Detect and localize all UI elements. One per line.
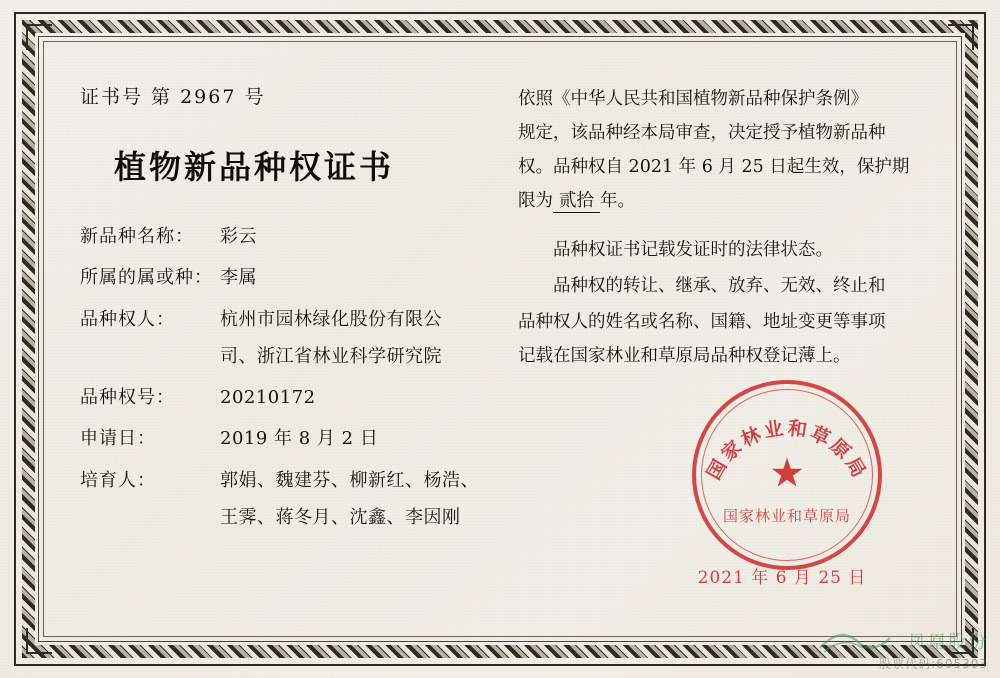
field-label: 培育人： bbox=[80, 469, 156, 491]
certificate-content bbox=[60, 60, 940, 618]
legal-line: 品种权的转让、继承、放弃、无效、终止和 bbox=[553, 275, 886, 296]
legal-paragraph-two: 品种权证书记载发证时的法律状态。 bbox=[553, 239, 833, 260]
field-value bbox=[220, 469, 510, 531]
field-value-line1: 杭州市园林绿化股份有限公 bbox=[220, 308, 442, 330]
legal-text-block bbox=[518, 82, 938, 387]
seal-outer-ring bbox=[692, 380, 882, 570]
field-list bbox=[80, 225, 510, 547]
watermark-company-name: 凤凰股份 bbox=[908, 632, 988, 654]
seal-inner-ring bbox=[701, 389, 873, 561]
field-row bbox=[80, 308, 510, 370]
field-value: 20210172 bbox=[220, 387, 316, 409]
legal-paragraph-three-cont bbox=[518, 305, 938, 373]
field-value-line1: 郭娟、魏建芬、柳新红、杨浩、 bbox=[220, 469, 479, 491]
field-row bbox=[80, 469, 510, 531]
star-icon: ★ bbox=[769, 450, 805, 497]
field-label: 申请日： bbox=[80, 428, 156, 450]
field-label: 品种权人： bbox=[80, 308, 175, 330]
corner-ornament-top-left bbox=[26, 24, 52, 50]
legal-line: 权。品种权自 2021 年 6 月 25 日起生效，保护期 bbox=[518, 157, 910, 178]
legal-paragraph-three bbox=[518, 269, 938, 303]
legal-line: 年。 bbox=[600, 191, 635, 212]
field-value bbox=[220, 308, 510, 370]
legal-line: 品种权人的姓名或名称、国籍、地址变更等事项 bbox=[518, 311, 886, 332]
field-row bbox=[80, 266, 510, 290]
field-label: 品种权号： bbox=[80, 387, 175, 409]
field-value-line2: 司、浙江省林业科学研究院 bbox=[220, 345, 442, 367]
legal-line: 限为 bbox=[518, 191, 553, 212]
field-value: 彩云 bbox=[220, 226, 257, 247]
field-row bbox=[80, 427, 510, 451]
field-label: 新品种名称： bbox=[80, 226, 194, 247]
field-label: 所属的属或种： bbox=[80, 267, 213, 289]
watermark-stock-code: 股票代码:605303 bbox=[879, 657, 988, 671]
legal-line: 记载在国家林业和草原局品种权登记薄上。 bbox=[518, 345, 851, 366]
legal-line: 依照《中华人民共和国植物新品种保护条例》 bbox=[518, 89, 868, 109]
corner-ornament-top-right bbox=[948, 24, 974, 50]
certificate-number: 证书号 第 2967 号 bbox=[80, 86, 266, 108]
field-value-line2: 王霁、蒋冬月、沈鑫、李因刚 bbox=[220, 507, 461, 529]
official-seal bbox=[692, 380, 882, 570]
legal-line: 规定，该品种经本局审查，决定授予植物新品种 bbox=[518, 123, 886, 144]
legal-paragraph-one bbox=[518, 82, 938, 219]
field-value: 2019 年 8 月 2 日 bbox=[220, 428, 379, 450]
field-row bbox=[80, 386, 510, 410]
field-row bbox=[80, 225, 510, 249]
protection-period-value: 贰拾 bbox=[553, 191, 600, 213]
seal-center-label: 国家林业和草原局 bbox=[722, 507, 851, 525]
svg-text:国家林业和草原局 bbox=[703, 417, 871, 483]
seal-date: 2021 年 6 月 25 日 bbox=[697, 568, 867, 588]
page-title: 植物新品种权证书 bbox=[114, 148, 395, 186]
seal-arc-label: 国家林业和草原局 bbox=[702, 417, 872, 484]
field-value: 李属 bbox=[220, 267, 257, 289]
corner-ornament-bottom-left bbox=[26, 628, 52, 654]
watermark bbox=[879, 633, 988, 672]
seal-arc-text bbox=[692, 380, 882, 570]
